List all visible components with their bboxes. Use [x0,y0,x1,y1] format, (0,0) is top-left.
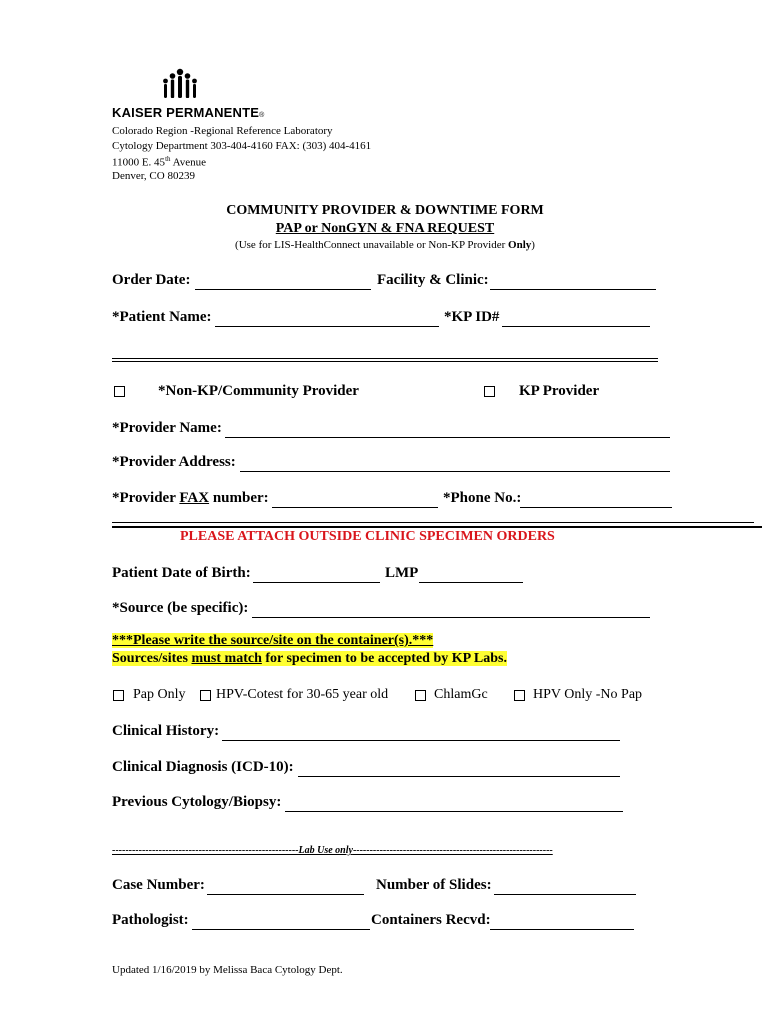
pathologist-label: Pathologist: [112,912,189,928]
source-input[interactable] [252,617,650,618]
provider-fax-label: *Provider FAX number: [112,490,269,506]
pap-only-checkbox[interactable] [113,690,124,701]
containers-recvd-input[interactable] [490,929,634,930]
pap-only-label: Pap Only [133,687,186,702]
previous-cytology-input[interactable] [285,811,623,812]
clinical-diagnosis-label: Clinical Diagnosis (ICD-10): [112,759,294,775]
provider-fax-input[interactable] [272,507,438,508]
clinical-history-label: Clinical History: [112,723,220,739]
number-of-slides-label: Number of Slides: [376,877,492,893]
phone-no-label: *Phone No.: [443,490,522,506]
hpv-cotest-label: HPV-Cotest for 30-65 year old [216,687,389,702]
lab-phone-fax: Cytology Department 303-404-4160 FAX: (303) 404-4161 [112,140,372,152]
previous-cytology-label: Previous Cytology/Biopsy: [112,794,282,810]
provider-address-label: *Provider Address: [112,454,236,470]
hpv-cotest-checkbox[interactable] [200,690,211,701]
divider [112,526,762,528]
kp-id-label: *KP ID# [444,309,500,325]
provider-address-input[interactable] [240,471,670,472]
write-source-notice: ***Please write the source/site on the container(s).*** [112,633,434,648]
patient-name-input[interactable] [215,326,439,327]
hpv-only-checkbox[interactable] [514,690,525,701]
divider [112,522,754,523]
non-kp-provider-label: *Non-KP/Community Provider [158,383,359,399]
chlamgc-label: ChlamGc [434,687,488,702]
lmp-label: LMP [385,565,419,581]
pathologist-input[interactable] [192,929,370,930]
provider-name-input[interactable] [225,437,670,438]
divider [112,358,658,359]
clinical-diagnosis-input[interactable] [298,776,620,777]
lab-city: Denver, CO 80239 [112,170,195,182]
non-kp-provider-checkbox[interactable] [114,386,125,397]
divider [112,361,658,362]
form-title: COMMUNITY PROVIDER & DOWNTIME FORM [226,203,544,218]
footer-updated: Updated 1/16/2019 by Melissa Baca Cytology Dept. [112,964,343,976]
facility-clinic-input[interactable] [490,289,656,290]
form-usage-note: (Use for LIS-HealthConnect unavailable or Non-KP Provider Only) [235,239,535,251]
clinical-history-input[interactable] [222,740,620,741]
hpv-only-label: HPV Only -No Pap [533,687,643,702]
lab-use-only-divider: --------------------------------------------------------Lab Use only------------------------------------------------------------ [112,845,553,856]
logo-wordmark: KAISER PERMANENTE® [112,105,265,120]
form-subtitle: PAP or NonGYN & FNA REQUEST [275,221,495,236]
facility-clinic-label: Facility & Clinic: [377,272,489,288]
lab-street: 11000 E. 45th Avenue [112,155,207,169]
kp-provider-label: KP Provider [519,383,600,399]
chlamgc-checkbox[interactable] [415,690,426,701]
lab-name: Colorado Region -Regional Reference Laboratory [112,125,333,137]
kp-provider-checkbox[interactable] [484,386,495,397]
patient-name-label: *Patient Name: [112,309,212,325]
phone-no-input[interactable] [520,507,672,508]
provider-name-label: *Provider Name: [112,420,222,436]
patient-dob-input[interactable] [253,582,380,583]
kaiser-logo-icon [160,68,200,100]
attach-orders-notice: PLEASE ATTACH OUTSIDE CLINIC SPECIMEN ORDERS [180,529,555,544]
kp-id-input[interactable] [502,326,650,327]
case-number-label: Case Number: [112,877,205,893]
source-match-notice: Sources/sites must match for specimen to be accepted by KP Labs. [112,651,507,666]
case-number-input[interactable] [207,894,364,895]
order-date-input[interactable] [195,289,371,290]
lmp-input[interactable] [419,582,523,583]
patient-dob-label: Patient Date of Birth: [112,565,251,581]
containers-recvd-label: Containers Recvd: [371,912,491,928]
source-label: *Source (be specific): [112,600,249,616]
order-date-label: Order Date: [112,272,191,288]
number-of-slides-input[interactable] [494,894,636,895]
